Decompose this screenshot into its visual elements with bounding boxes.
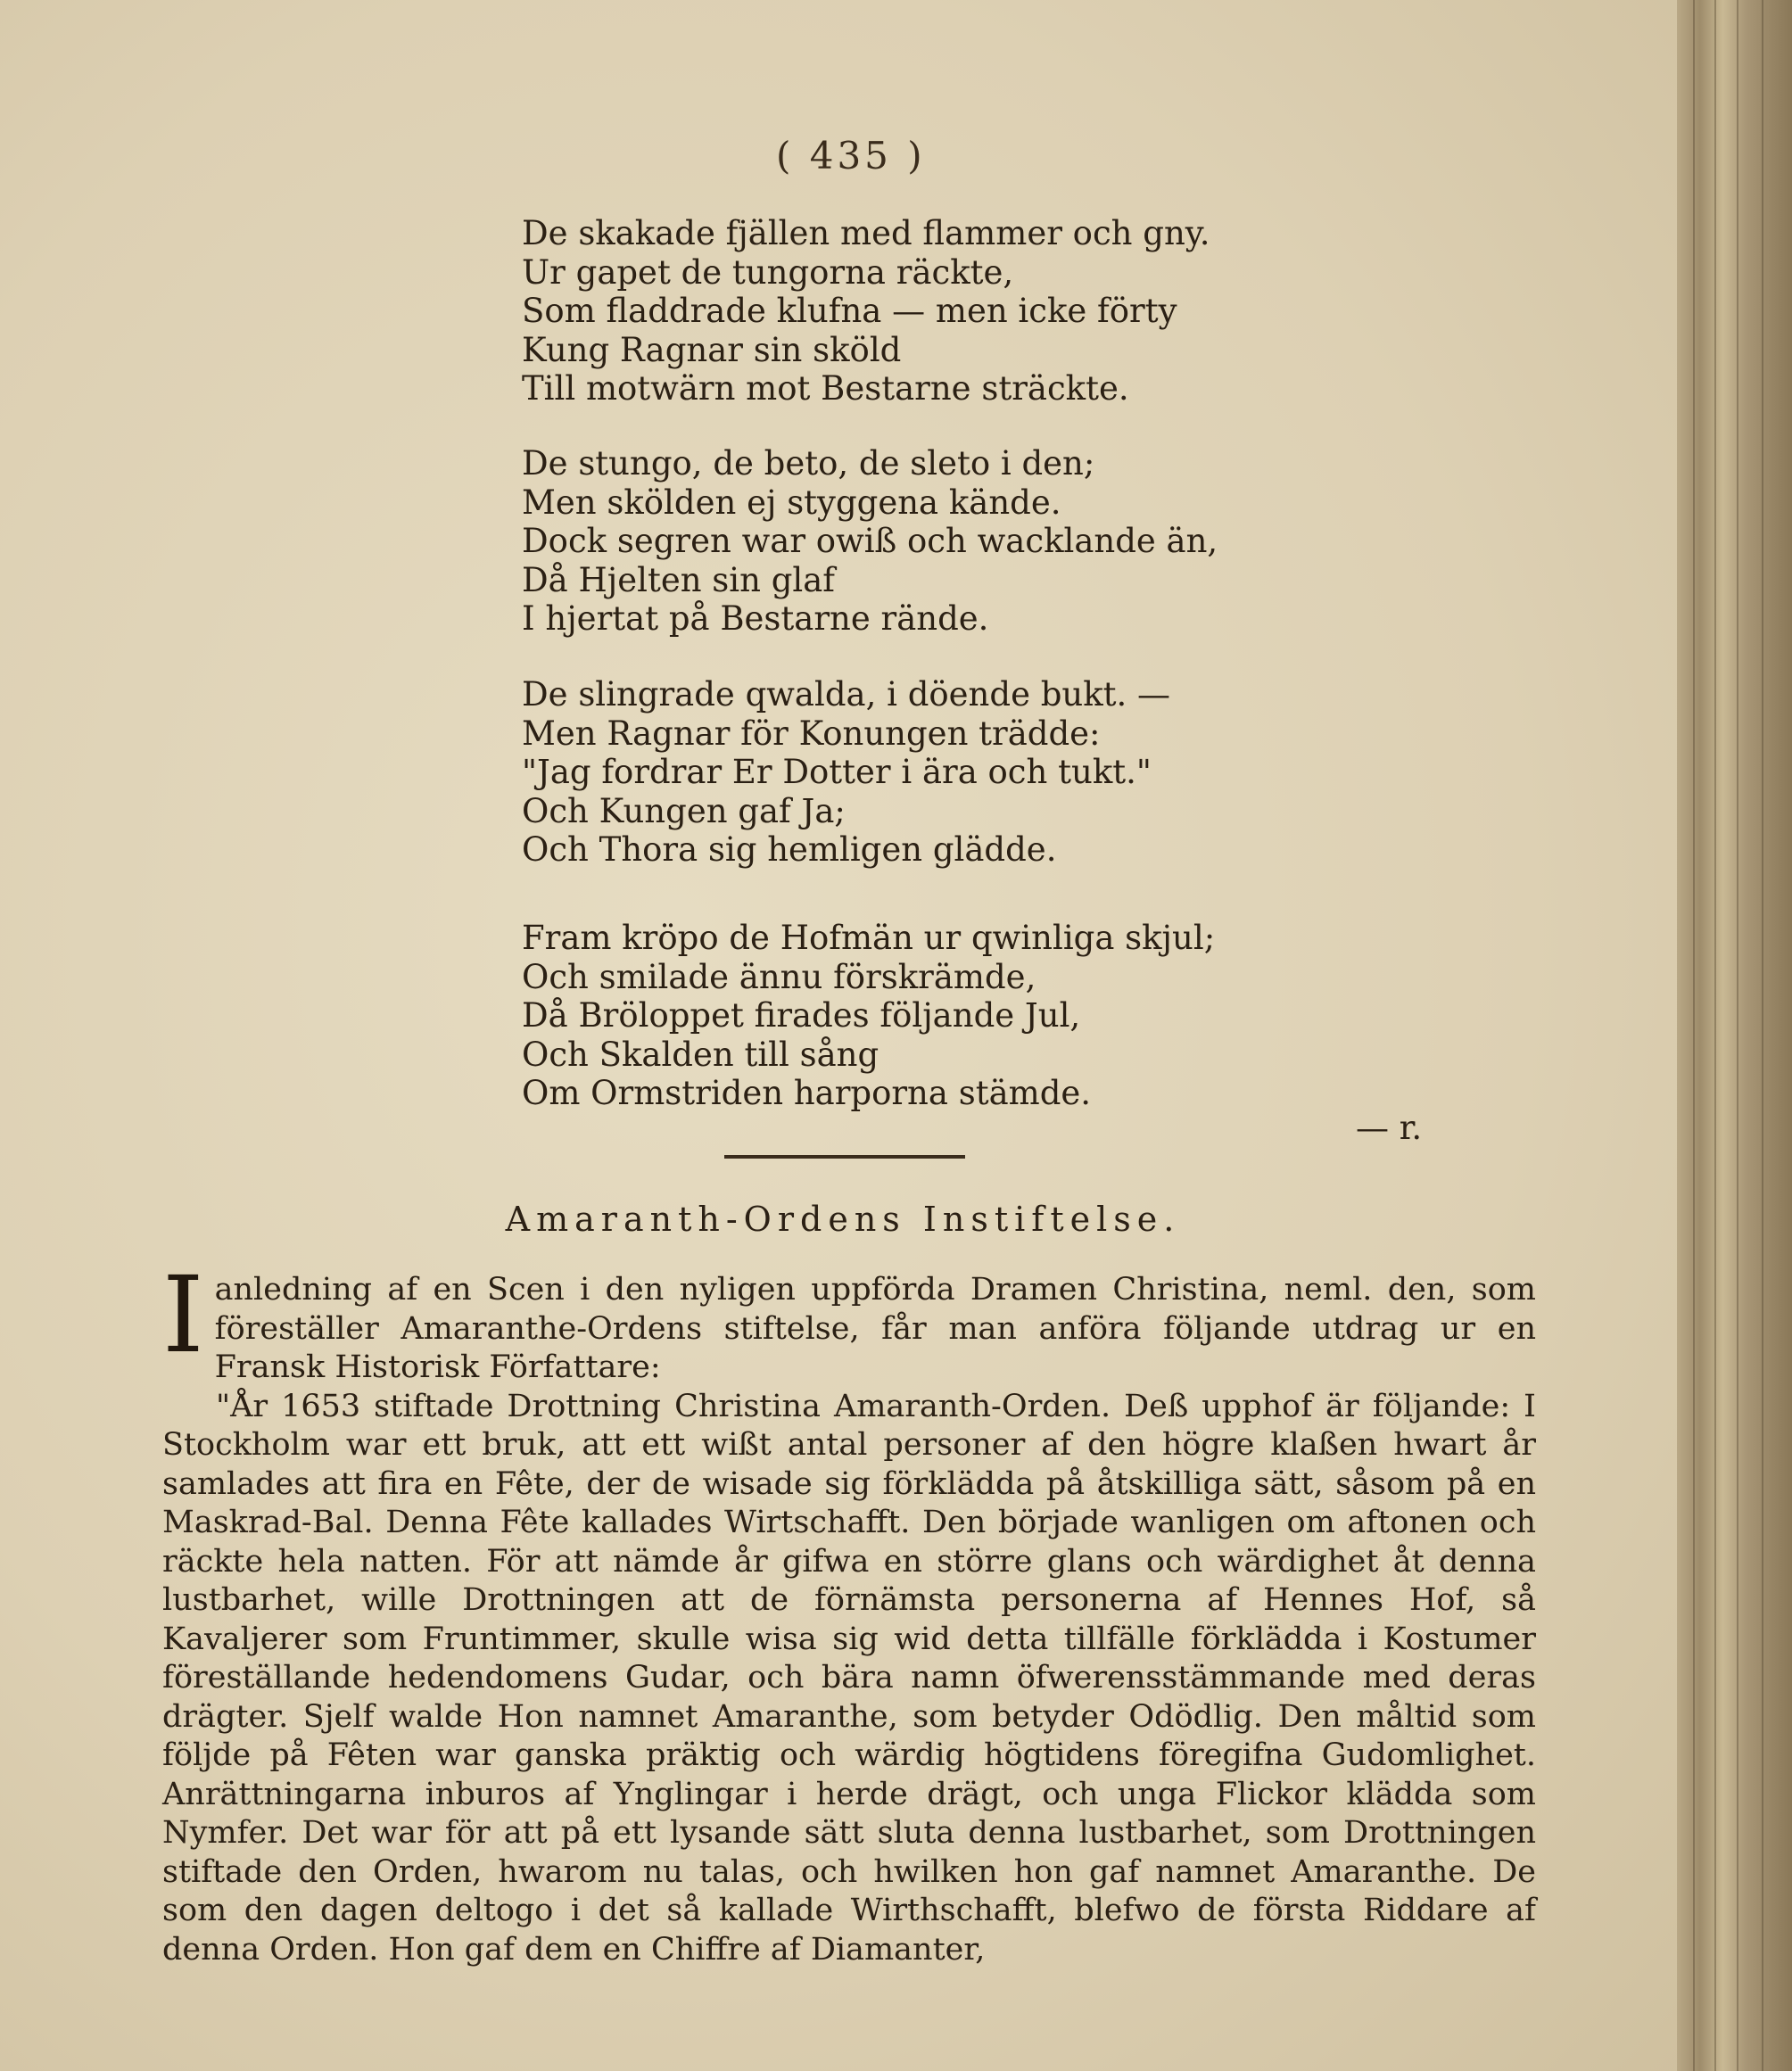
poem-line: Och Kungen gaf Ja; [522, 791, 846, 830]
paragraph-text: anledning af en Scen i den nyligen uppförda Dramen Christina, neml. den, som föreställer Amaranthe-Ordens stiftelse, får man anföra följande utdrag ur en Fransk Historisk Författare: [214, 1272, 1536, 1385]
poem-line: Men Ragnar för Konungen trädde: [522, 714, 1101, 753]
article-body [162, 1253, 1536, 1969]
poem-line: "Jag fordrar Er Dotter i ära och tukt." [522, 753, 1152, 791]
poem-line: Och Skalden till sång [522, 1035, 879, 1074]
poem-stanza-3 [522, 675, 1170, 870]
poem-stanza-4 [522, 919, 1215, 1113]
poem-line: Och Thora sig hemligen glädde. [522, 830, 1057, 869]
poem-line: Och smilade ännu förskrämde, [522, 957, 1036, 996]
poem-stanza-2 [522, 444, 1218, 639]
drop-cap: I [162, 1253, 204, 1376]
page-edge-line [1693, 0, 1695, 2071]
poem-line: Till motwärn mot Bestarne sträckte. [522, 369, 1129, 408]
poem-line: Som fladdrade klufna — men icke förty [522, 292, 1177, 330]
poem-line: Men skölden ej styggena kände. [522, 483, 1061, 522]
poem-stanza-1 [522, 214, 1210, 408]
poem-line: Om Ormstriden harporna stämde. [522, 1074, 1092, 1112]
poem-line: Då Hjelten sin glaf [522, 560, 835, 599]
poem-signature: — r. [1356, 1109, 1423, 1147]
book-gutter [1677, 0, 1792, 2071]
poem-line: I hjertat på Bestarne rände. [522, 599, 989, 638]
page-edge-line [1714, 0, 1716, 2071]
page-edge-line [1737, 0, 1738, 2071]
poem-line: Fram kröpo de Hofmän ur qwinliga skjul; [522, 919, 1216, 957]
section-divider [724, 1155, 965, 1159]
poem-line: Då Bröloppet firades följande Jul, [522, 996, 1081, 1035]
poem-line: Ur gapet de tungorna räckte, [522, 252, 1014, 292]
article-paragraph-2: "År 1653 stiftade Drottning Christina Amaranth-Orden. Deß upphof är följande: I Stockholm war ett bruk, att ett wißt antal personer af den högre klaßen hwart år samlades att fira en Fête, der de wisade sig förklädda på åtskilliga sätt, såsom på en Maskrad-Bal. Denna Fête kallades Wirtschafft. Den började wanligen om aftonen och räckte hela natten. För att nämde år gifwa en större glans och wärdighet åt denna lustbarhet, wille Drottningen att de förnämsta personerna af Hennes Hof, så Kavaljerer som Fruntimmer, skulle wisa sig wid detta tillfälle förklädda i Kostumer föreställande hedendomens Gudar, och bära namn öfwerensstämmande med deras drägter. Sjelf walde Hon namnet Amaranthe, som betyder Odödlig. Den måltid som följde på Fêten war ganska präktig och wärdig högtidens föregifna Gudomlighet. Anrättningarna inburos af Ynglingar i herde drägt, och unga Flickor klädda som Nymfer. Det war för att på ett lysande sätt sluta denna lustbarhet, som Drottningen stiftade den Orden, hwarom nu talas, och hwilken hon gaf namnet Amaranthe. De som den dagen deltogo i det så kallade Wirthschafft, blefwo de första Riddare af denna Orden. Hon gaf dem en Chiffre af Diamanter, [162, 1388, 1536, 1968]
poem-line: De slingrade qwalda, i döende bukt. — [522, 675, 1171, 714]
page-number: ( 435 ) [776, 134, 926, 177]
poem-line: Kung Ragnar sin sköld [522, 330, 902, 369]
page-edge-line [1762, 0, 1763, 2071]
poem-line: De stungo, de beto, de sleto i den; [522, 444, 1095, 483]
article-heading: Amaranth-Ordens Instiftelse. [505, 1200, 1181, 1239]
poem-line: De skakade fjällen med flammer och gny. [522, 214, 1210, 252]
poem-line: Dock segren war owiß och wacklande än, [522, 522, 1218, 560]
article-paragraph-1 [162, 1253, 1536, 1388]
